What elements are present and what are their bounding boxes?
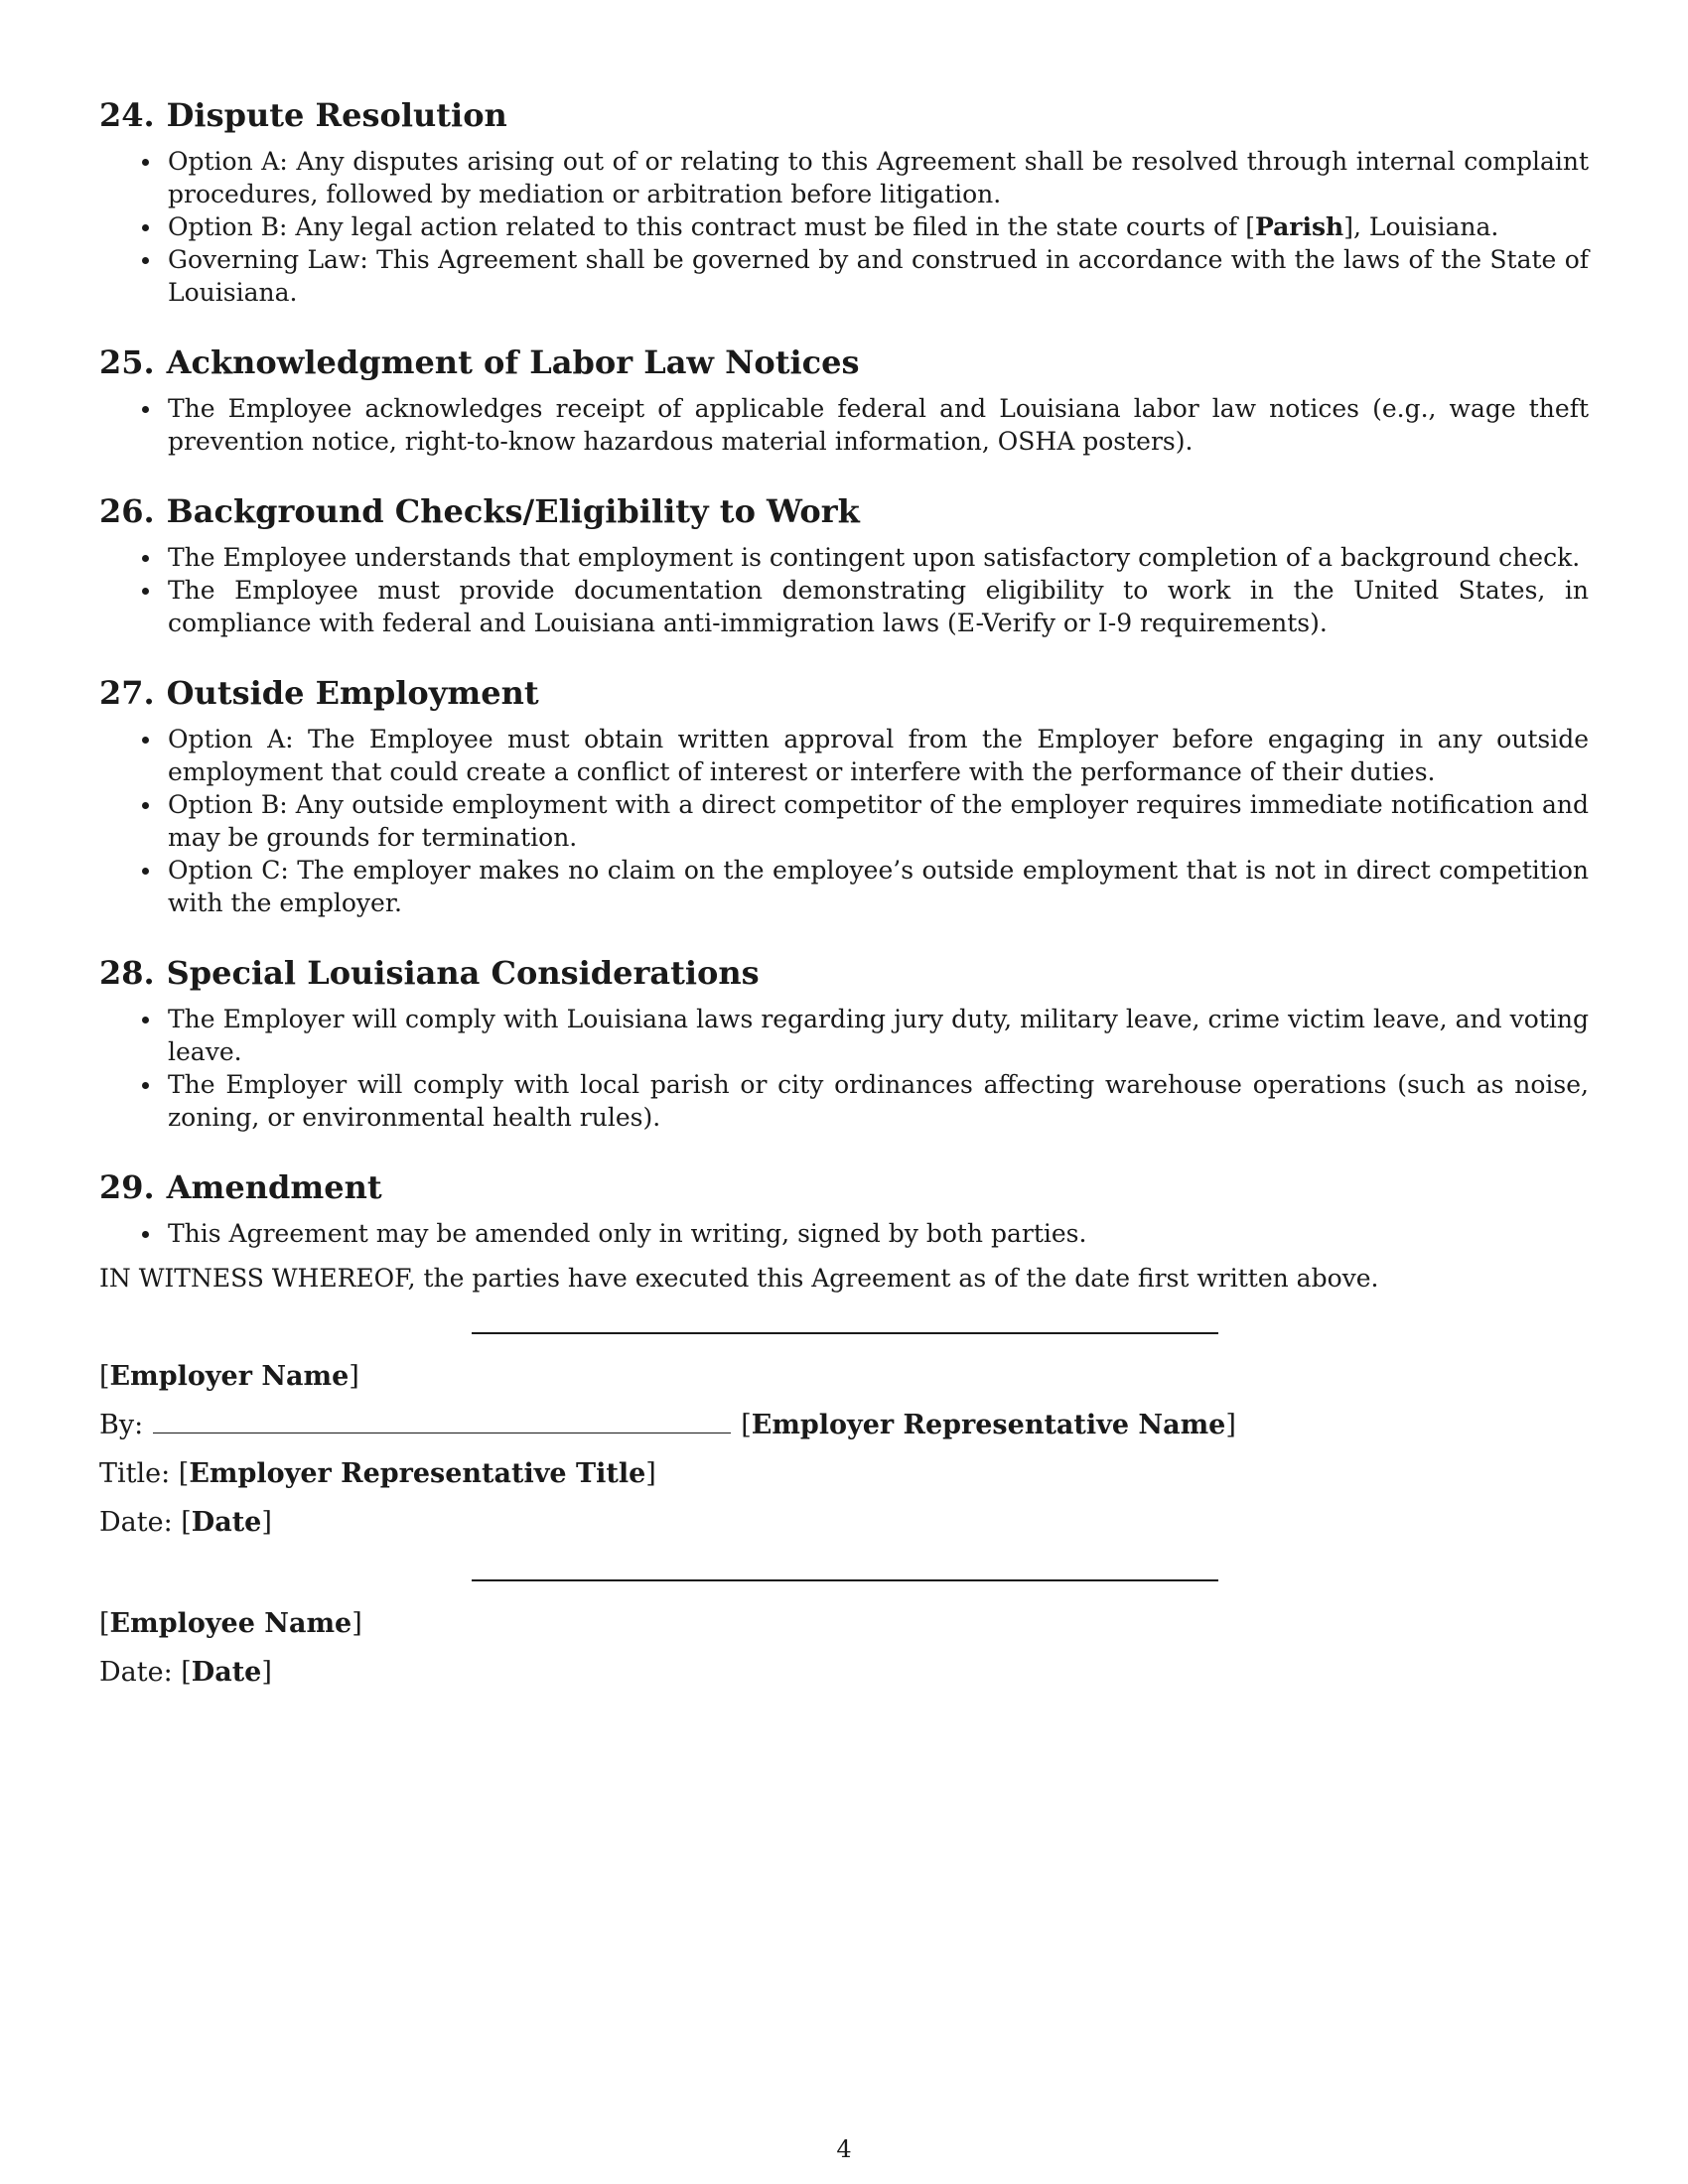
- list-item: [168, 210, 1589, 243]
- employer-signature-line: [472, 1332, 1218, 1334]
- witness-statement: IN WITNESS WHEREOF, the parties have executed this Agreement as of the date first written above.: [99, 1264, 1379, 1293]
- item-text: The Employee acknowledges receipt of applicable federal and Louisiana labor law notices (e.g., wage theft prevention notice, right-to-know hazardous material information, OSHA posters).: [168, 394, 1589, 456]
- employee-date: Date: [191, 1657, 262, 1688]
- section-heading: [99, 491, 1589, 531]
- list-item: [168, 145, 1589, 210]
- section-heading: [99, 1167, 1589, 1207]
- item-text: Option B: Any legal action related to this contract must be filed in the state courts of [: [168, 212, 1255, 241]
- item-text: Option A: The Employee must obtain written approval from the Employer before engaging in any outside employment that could create a conflict of interest or interfere with the performance of their duties.: [168, 725, 1589, 786]
- section: [99, 953, 1589, 1134]
- item-text: Option C: The employer makes no claim on the employee’s outside employment that is not in direct competition with the employer.: [168, 856, 1589, 917]
- section-title: Amendment: [166, 1168, 382, 1206]
- bullet-list: [99, 1003, 1589, 1134]
- employee-signature-line: [472, 1579, 1218, 1581]
- list-item: [168, 788, 1589, 854]
- section-number: 28.: [99, 954, 155, 992]
- employer-name-line: [Employer Name]: [99, 1361, 359, 1392]
- by-blank-line: [153, 1411, 731, 1433]
- list-item: [168, 243, 1589, 309]
- item-text: The Employee must provide documentation demonstrating eligibility to work in the United States, in compliance with federal and Louisiana anti-immigration laws (E-Verify or I-9 requirements).: [168, 576, 1589, 637]
- section-number: 24.: [99, 96, 155, 134]
- bullet-list: [99, 392, 1589, 458]
- section-number: 27.: [99, 674, 155, 712]
- item-text: The Employer will comply with local parish or city ordinances affecting warehouse operations (such as noise, zoning, or environmental health rules).: [168, 1070, 1589, 1132]
- section-heading: [99, 95, 1589, 135]
- employee-date-line: Date: [Date]: [99, 1657, 272, 1688]
- item-text: This Agreement may be amended only in writing, signed by both parties.: [168, 1219, 1087, 1248]
- section: [99, 95, 1589, 309]
- by-label: By:: [99, 1410, 144, 1440]
- item-text: Option B: Any outside employment with a direct competitor of the employer requires immediate notification and may be grounds for termination.: [168, 790, 1589, 852]
- employer-by-line: By: [Employer Representative Name]: [99, 1410, 1236, 1440]
- list-item: [168, 574, 1589, 639]
- list-item: [168, 723, 1589, 788]
- employer-name: Employer Name: [109, 1361, 350, 1392]
- section-heading: [99, 953, 1589, 993]
- item-text: Option A: Any disputes arising out of or relating to this Agreement shall be resolved through internal complaint procedures, followed by mediation or arbitration before litigation.: [168, 147, 1589, 208]
- section-heading: [99, 673, 1589, 713]
- section-heading: [99, 342, 1589, 382]
- employer-date-line: Date: [Date]: [99, 1507, 272, 1538]
- list-item: [168, 541, 1589, 574]
- list-item: [168, 392, 1589, 458]
- page-number: 4: [836, 2135, 852, 2163]
- employer-date: Date: [191, 1507, 262, 1538]
- section-number: 26.: [99, 492, 155, 530]
- item-text: ], Louisiana.: [1343, 212, 1499, 241]
- placeholder-bold: Parish: [1254, 212, 1344, 241]
- section: [99, 673, 1589, 919]
- section-title: Outside Employment: [166, 674, 539, 712]
- employee-name: Employee Name: [109, 1608, 352, 1639]
- item-text: The Employer will comply with Louisiana laws regarding jury duty, military leave, crime victim leave, and voting leave.: [168, 1005, 1589, 1066]
- title-label: Title:: [99, 1458, 171, 1489]
- employer-rep-name: Employer Representative Name: [751, 1410, 1226, 1440]
- section-title: Acknowledgment of Labor Law Notices: [166, 343, 860, 381]
- employer-date-label: Date:: [99, 1507, 173, 1538]
- list-item: [168, 1217, 1589, 1250]
- item-text: Governing Law: This Agreement shall be governed by and construed in accordance with the laws of the State of Louisiana.: [168, 245, 1589, 307]
- employee-date-label: Date:: [99, 1657, 173, 1688]
- section-number: 29.: [99, 1168, 155, 1206]
- bullet-list: [99, 145, 1589, 309]
- section: [99, 491, 1589, 639]
- section-title: Dispute Resolution: [166, 96, 507, 134]
- section: [99, 1167, 1589, 1250]
- bullet-list: [99, 1217, 1589, 1250]
- sections-container: [99, 95, 1589, 1250]
- list-item: [168, 1068, 1589, 1134]
- employer-title-line: Title: [Employer Representative Title]: [99, 1458, 656, 1489]
- item-text: The Employee understands that employment is contingent upon satisfactory completion of a background check.: [168, 543, 1581, 572]
- list-item: [168, 1003, 1589, 1068]
- list-item: [168, 854, 1589, 919]
- bullet-list: [99, 723, 1589, 919]
- section: [99, 342, 1589, 458]
- section-title: Background Checks/Eligibility to Work: [166, 492, 860, 530]
- document-body: [99, 95, 1589, 1690]
- employee-name-line: [Employee Name]: [99, 1608, 362, 1639]
- bullet-list: [99, 541, 1589, 639]
- employer-rep-title: Employer Representative Title: [189, 1458, 646, 1489]
- section-number: 25.: [99, 343, 155, 381]
- section-title: Special Louisiana Considerations: [166, 954, 760, 992]
